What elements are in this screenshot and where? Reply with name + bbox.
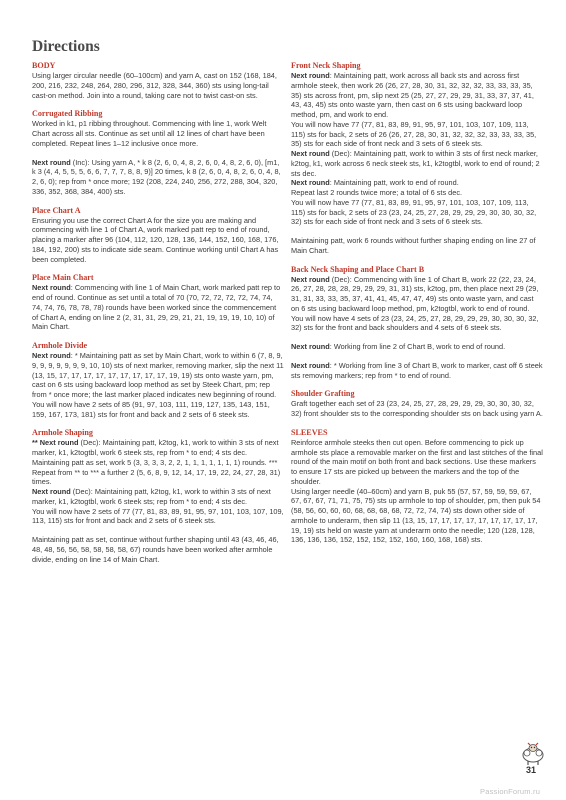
instruction-text: Ensuring you use the correct Chart A for the size you are making and commencing with line 1 of Chart A, work marked patt rep to end of round, placing a marker after 96 (104, 112, 120, 128, 136, 144, 152, 160, 168, 176, 184, 192, 200) sts to indicate side seam. Continue working until Chart A has been completed. — [32, 215, 279, 264]
instruction-paragraph — [291, 71, 543, 120]
footer-watermark: PassionForum.ru — [480, 787, 541, 796]
instruction-text: : Maintaining patt, work to end of round. — [329, 178, 459, 188]
section — [32, 273, 284, 332]
instruction-paragraph — [291, 314, 543, 334]
instruction-paragraph — [32, 216, 284, 265]
instruction-text: (Dec): Commencing with line 1 of Chart B, work 22 (22, 23, 24, 26, 27, 28, 28, 28, 29, 29, 29, 31, 31) sts, k2tog, pm, then place next 29 (29, 31, 31, 33, 33, 35, 37, 41, 41, 45, 47, 47, 49) sts onto waste yarn, and cast on 6 sts using backward loop method, pm, k2togtbl, work to end of round. — [291, 274, 539, 313]
round-label: Next round — [291, 178, 330, 188]
section — [32, 428, 284, 564]
instruction-paragraph — [291, 188, 543, 198]
round-label: Next round — [32, 157, 71, 167]
section — [291, 428, 543, 545]
section — [32, 61, 284, 100]
round-label: Next round — [32, 351, 71, 360]
round-label: Next round — [291, 71, 330, 80]
instruction-text: Using larger needle (40–60cm) and yarn B, puk 55 (57, 57, 59, 59, 59, 67, 67, 67, 67, 71, 71, 75, 75) sts up armhole to top of shoulder, pm, then puk 54 (58, 56, 60, 60, 60, 68, 68, 68, 68, 72, 72, 74, 74) sts down other side of armhole to underarm, then slip 11 (13, 15, 17, 17, 17, 17, 17, 17, 17, 17, 17, 19, 19) sts held on waste yarn at underarm onto the needle; 120 (128, 128, 136, 136, 136, 152, 152, 152, 152, 160, 160, 168, 168) sts. — [291, 486, 541, 545]
instruction-paragraph — [291, 487, 543, 546]
section-heading: SLEEVES — [291, 427, 328, 437]
section-heading: Place Main Chart — [32, 273, 94, 283]
instruction-paragraph — [32, 351, 284, 400]
instruction-paragraph — [291, 342, 543, 352]
instruction-paragraph — [32, 438, 284, 458]
instruction-paragraph — [291, 275, 543, 314]
section — [32, 206, 284, 265]
instruction-paragraph — [32, 283, 284, 332]
instruction-text: You will now have 2 sets of 77 (77, 81, 83, 89, 91, 95, 97, 101, 103, 107, 109, 113, 115) sts for front and back and 2 sets of 6 steek sts. — [32, 506, 284, 526]
round-label: Next round — [32, 487, 71, 496]
instruction-text: Maintaining patt as set, work 5 (3, 3, 3, 3, 2, 2, 1, 1, 1, 1, 1, 1, 1) rounds. *** — [32, 457, 278, 467]
instruction-paragraph — [32, 487, 284, 507]
instruction-text: (Dec): Maintaining patt, k2tog, k1, work to within 3 sts of next marker, k1, k2togtbl, work 6 steek sts; rep from * to end; 4 sts dec. — [32, 487, 271, 506]
round-label: ** Next round — [32, 438, 79, 448]
instruction-text: Repeat from ** to *** a further 2 (5, 6, 8, 9, 12, 14, 17, 19, 22, 24, 27, 28, 31) times. — [32, 467, 281, 487]
instruction-text: You will now have 4 sets of 23 (23, 24, 25, 27, 28, 29, 29, 29, 30, 30, 30, 32, 32) sts for the front and back shoulders and 4 sets of 6 steek sts. — [291, 313, 539, 333]
instruction-paragraph — [32, 71, 284, 100]
section-heading: Shoulder Grafting — [291, 389, 355, 399]
instruction-text: (Inc): Using yarn A, * k 8 (2, 6, 0, 4, 8, 2, 6, 0, 4, 8, 2, 6, 0), [m1, k 3 (4, 4, 5, 5, 5, 6, 6, 7, 7, 7, 8, 8, 9)] 20 times, k 8 (2, 6, 0, 4, 8, 2, 6, 0, 4, 8, 2, 6, 0); rep from * once more; 192 (208, 224, 240, 256, 272, 288, 304, 320, 336, 352, 368, 384, 400) sts. — [32, 157, 281, 196]
instruction-text: Using larger circular needle (60–100cm) and yarn A, cast on 152 (168, 184, 200, 216, 232, 248, 264, 280, 296, 312, 328, 344, 360) sts using long-tail cast-on method. Join into a round, taking care not to twist cast-on sts. — [32, 71, 277, 100]
instruction-paragraph — [32, 400, 284, 420]
page-title: Directions — [32, 38, 100, 55]
instruction-paragraph — [291, 438, 543, 487]
instruction-text: : * Maintaining patt as set by Main Chart, work to within 6 (7, 8, 9, 9, 9, 9, 9, 9, 9, 9, 10, 10) sts of next marker, removing marker, slip the next 11 (13, 15, 17, 17, 17, 17, 17, 17, 17, 17, 17, 19, 19) sts onto waste yarn, pm, cast on 6 sts using backward loop method as set by Steek Chart, pm; rep from * once more; the last marker placed indicates new beginning of round. — [32, 351, 284, 399]
instruction-paragraph — [291, 198, 543, 227]
instruction-paragraph — [32, 468, 284, 488]
round-label: Next round — [291, 274, 330, 284]
left-column — [32, 61, 284, 573]
sheep-mascot-icon — [518, 740, 548, 766]
instruction-paragraph — [291, 399, 543, 419]
instruction-text: You will now have 77 (77, 81, 83, 89, 91, 95, 97, 101, 103, 107, 109, 113, 115) sts for back, 2 sets of 23 (23, 24, 25, 27, 28, 29, 29, 29, 30, 30, 30, 32, 32) sts for each side of front neck and 3 sets of 6 steek sts. — [291, 197, 537, 227]
round-label: Next round — [291, 149, 330, 158]
instruction-text: (Dec): Maintaining patt, k2tog, k1, work to within 3 sts of next marker, k1, k2togtbl, work 6 steek sts, rep from * to end; 4 sts dec. — [32, 438, 279, 457]
instruction-text: Worked in k1, p1 ribbing throughout. Commencing with line 1, work Welt Chart across all sts. Continue as set until all 12 lines of chart have been completed. Repeat lines 1–12 inclusive once more. — [32, 119, 267, 148]
page-number: 31 — [526, 765, 537, 775]
instruction-paragraph — [291, 178, 543, 188]
section-heading: Back Neck Shaping and Place Chart B — [291, 264, 425, 274]
round-label: Next round — [291, 360, 330, 370]
instruction-paragraph — [32, 535, 284, 564]
round-label: Next round — [291, 342, 330, 351]
instruction-paragraph — [291, 236, 543, 256]
section — [291, 265, 543, 381]
instruction-text: Maintaining patt as set, continue without further shaping until 43 (43, 46, 46, 48, 48, 56, 56, 58, 58, 58, 58, 67) rounds have been worked after armhole divide, ending on line 14 of Main Chart. — [32, 535, 279, 564]
round-label: Next round — [32, 283, 71, 293]
section — [32, 109, 284, 196]
instruction-text: : Commencing with line 1 of Main Chart, work marked patt rep to end of round. Continue as set until a total of 70 (70, 72, 72, 72, 72, 74, 74, 74, 74, 76, 78, 78, 78) rounds have been worked since the commencement of Chart A, ending on line 2 (2, 31, 31, 29, 29, 21, 21, 19, 19, 19, 10, 10) of Main Chart. — [32, 283, 281, 332]
instruction-text: : Maintaining patt, work across all back sts and across first armhole steek, then work 26 (26, 27, 28, 30, 31, 32, 32, 32, 33, 33, 33, 35, 35) sts across front, pm, slip next 25 (25, 27, 27, 29, 29, 31, 33, 37, 37, 41, 43, 43, 45) sts onto waste yarn, then cast on 6 sts using backward loop method, pm, and work to end. — [291, 71, 534, 119]
section-heading: Front Neck Shaping — [291, 61, 361, 70]
section — [291, 389, 543, 419]
instruction-paragraph — [291, 120, 543, 149]
instruction-text: Reinforce armhole steeks then cut open. Before commencing to pick up armhole sts place a removable marker on the first and last stitches of the final round of the main motif on both front and back sections. Use these markers to ensure 17 sts are picked up between the markers and the top of the shoulder. — [291, 437, 543, 486]
instruction-text: : * Working from line 3 of Chart B, work to marker, cast off 6 steek sts removing markers; rep from * to end of round. — [291, 360, 543, 380]
section-heading: Place Chart A — [32, 205, 81, 215]
instruction-paragraph — [291, 361, 543, 381]
instruction-text: You will now have 77 (77, 81, 83, 89, 91, 95, 97, 101, 103, 107, 109, 113, 115) sts for back, 2 sets of 26 (26, 27, 28, 30, 31, 32, 32, 32, 33, 33, 33, 35, 35) sts for each side of front neck and 3 sets of 6 steek sts. — [291, 119, 537, 149]
section-heading: BODY — [32, 61, 56, 70]
instruction-text: : Working from line 2 of Chart B, work to end of round. — [329, 342, 506, 351]
instruction-text: Maintaining patt, work 6 rounds without further shaping ending on line 27 of Main Chart. — [291, 236, 536, 255]
section-heading: Armhole Shaping — [32, 428, 93, 438]
instruction-text: You will now have 2 sets of 85 (91, 97, 103, 111, 119, 127, 135, 143, 151, 159, 167, 173, 181) sts for front and back and 2 sets of 6 steek sts. — [32, 399, 270, 419]
instruction-text: Repeat last 2 rounds twice more; a total of 6 sts dec. — [291, 188, 463, 197]
section — [32, 341, 284, 419]
section-heading: Corrugated Ribbing — [32, 109, 103, 119]
section — [291, 61, 543, 256]
instruction-text: Graft together each set of 23 (23, 24, 25, 27, 28, 29, 29, 29, 30, 30, 30, 32, 32) front shoulder sts to the corresponding shoulder sts on back using yarn A. — [291, 399, 543, 418]
instruction-paragraph — [32, 158, 284, 197]
instruction-text: (Dec): Maintaining patt, work to within 3 sts of first neck marker, k2tog, k1, work across 6 neck steek sts, k1, k2togtbl, work to end of round; 2 sts dec. — [291, 149, 540, 178]
section-heading: Armhole Divide — [32, 341, 88, 350]
instruction-paragraph — [32, 119, 284, 148]
instruction-paragraph — [32, 458, 284, 468]
instruction-paragraph — [291, 149, 543, 178]
instruction-paragraph — [32, 507, 284, 527]
right-column — [291, 61, 543, 554]
